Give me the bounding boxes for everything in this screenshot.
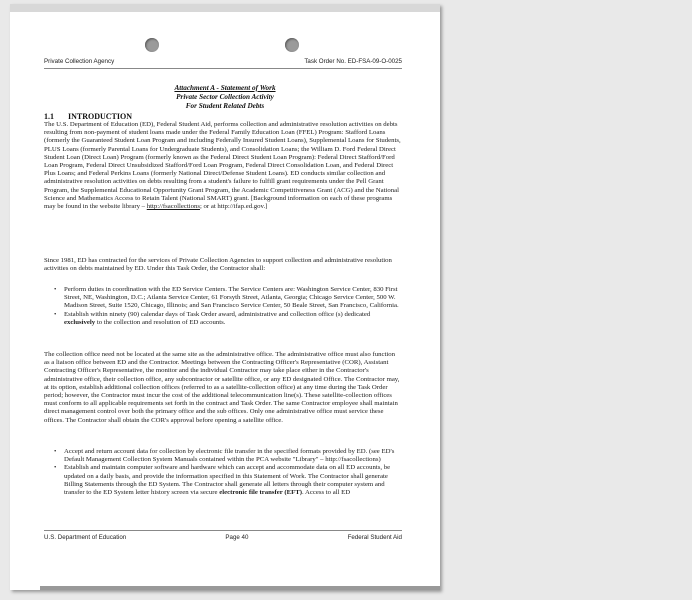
- bullet-icon: •: [54, 310, 57, 318]
- footer-center: Page 40: [225, 534, 249, 541]
- list-item-text: Accept and return account data for collection by electronic file transfer in the specified formats provided by ED. (see ED's Default Management Collection System Manuals contained within the PCA website "Library" – http://fsacollections): [64, 448, 395, 464]
- title-subject-2: For Student Related Debts: [185, 102, 265, 110]
- list-item-bold: exclusively: [64, 318, 96, 326]
- header-rule: [44, 68, 402, 69]
- footer-right: Federal Student Aid: [347, 534, 402, 541]
- list-item: [44, 448, 402, 464]
- document-titles: [10, 84, 440, 111]
- list-item: [44, 311, 402, 327]
- title-attachment: Attachment A - Statement of Work: [174, 84, 276, 92]
- list-item-text: to the collection and resolution of ED accounts.: [95, 318, 226, 326]
- section-heading: [44, 112, 132, 121]
- library-link[interactable]: http://fsacollections: [146, 203, 200, 211]
- scan-bottom-edge: [40, 586, 440, 590]
- paragraph-text: The U.S. Department of Education (ED), Federal Student Aid, performs collection and administrative resolution activities on debts resulting from non-payment of student loans made under the Federal Family Education Loan (FFEL) Program: Stafford Loans (formerly the Guaranteed Student Loan Program and including Federally Insured Student Loans), Supplemental Loans for Students, PLUS Loans (formerly Parental Loans for Undergraduate Students), and Consolidation Loans; the William D. Ford Federal Direct Student Loan (Direct Loan) Program (formerly known as the Federal Direct Student Loan Program): Federal Direct Stafford/Ford Loan Program, Federal Direct Unsubsidized Stafford/Ford Loan Program, Federal Direct Consolidation Loan, and Federal Direct Plus Loans; and Federal Perkins Loans (formerly National Direct/Defense Student Loans). ED conducts similar collection and administrative resolution activities on debts resulting from a student's failure to fulfill grant requirements under the Pell Grant Program, the Supplemental Educational Opportunity Grant Program, the Academic Competitiveness Grant (ACG) and the National Science and Mathematics Access to Retain Talent (National SMART) grant. [Background information on each of these programs may be found in the website library –: [44, 121, 401, 211]
- paragraph-intro: [44, 121, 402, 211]
- title-subject: Private Sector Collection Activity: [176, 93, 274, 101]
- list-item-bold: electronic file transfer (EFT): [219, 489, 302, 497]
- page-footer: [44, 534, 402, 541]
- page-header: [44, 58, 402, 65]
- list-item-text: Perform duties in coordination with the ED Service Centers. The Service Centers are: Washington Service Center, 830 First Street, NE, Washington, D.C.; Atlanta Service Center, 61 Forsyth Street, Atlanta, Georgia; Chicago Service Center, 500 W. Madison Street, Suite 1520, Chicago, Illinois; and San Francisco Service Center, 50 Beale Street, San Francisco, California.: [64, 286, 399, 310]
- list-item-text: . Access to all ED: [302, 489, 351, 497]
- header-left: Private Collection Agency: [44, 58, 115, 65]
- footer-rule: [44, 530, 402, 531]
- header-right: Task Order No. ED-FSA-09-O-0025: [304, 58, 402, 65]
- document-page: [10, 4, 440, 590]
- list-item-text: Establish within ninety (90) calendar days of Task Order award, administrative and collection office (s) dedicated: [64, 310, 371, 318]
- footer-left: U.S. Department of Education: [44, 534, 127, 541]
- punch-hole: [285, 38, 299, 52]
- section-title: INTRODUCTION: [68, 112, 133, 121]
- paragraph-offices: The collection office need not be located at the same site as the administrative office. The administrative office must also function as a liaison office between ED and the Contractor. Meetings between the Contracting Officer's Representative (COR), Assistant Contracting Officer's Representative, the monitor and the individual Contractor may take place either in the Contractor's administrative office, their collection office, any subcontractor or satellite office, or any ED designated Office. The Contractor may, at its option, establish additional collection offices (referred to as a satellite-collection office) at any time during the Task Order period; however, the Contractor must incur the cost of the additional telecommunication line(s). These satellite-collection offices must conform to all applicable requirements set forth in the contract and Task Order. The same Contractor employee shall maintain direct management control over both the primary office and the sub offices. Only one administrative office must service these offices. The Contractor shall obtain the COR's approval before opening a satellite office.: [44, 351, 400, 424]
- list-item: [44, 286, 402, 311]
- bullet-icon: •: [54, 448, 57, 455]
- scan-top-edge: [10, 4, 440, 12]
- bullet-icon: •: [54, 464, 57, 472]
- bullet-icon: •: [54, 286, 57, 293]
- paragraph-contract: Since 1981, ED has contracted for the services of Private Collection Agencies to support collection and administrative resolution activities on debts maintained by ED. Under this Task Order, the Contractor shall:: [44, 257, 392, 273]
- bullet-list-data: [44, 448, 402, 497]
- bullet-list-duties: [44, 286, 402, 327]
- punch-hole: [145, 38, 159, 52]
- paragraph-tail: ; or at http://ifap.ed.gov.]: [199, 203, 268, 211]
- list-item-text: Establish and maintain computer software and hardware which can accept and accommodate data on all ED accounts, be updated on a daily basis, and provide the information specified in this Statement of Work. The Contractor shall generate Billing Statements through the ED System. The Contractor shall generate all letters through their computer system and transfer to the ED System letter history screen via secure: [64, 464, 391, 497]
- list-item: [44, 464, 402, 497]
- section-number: 1.1: [44, 112, 54, 121]
